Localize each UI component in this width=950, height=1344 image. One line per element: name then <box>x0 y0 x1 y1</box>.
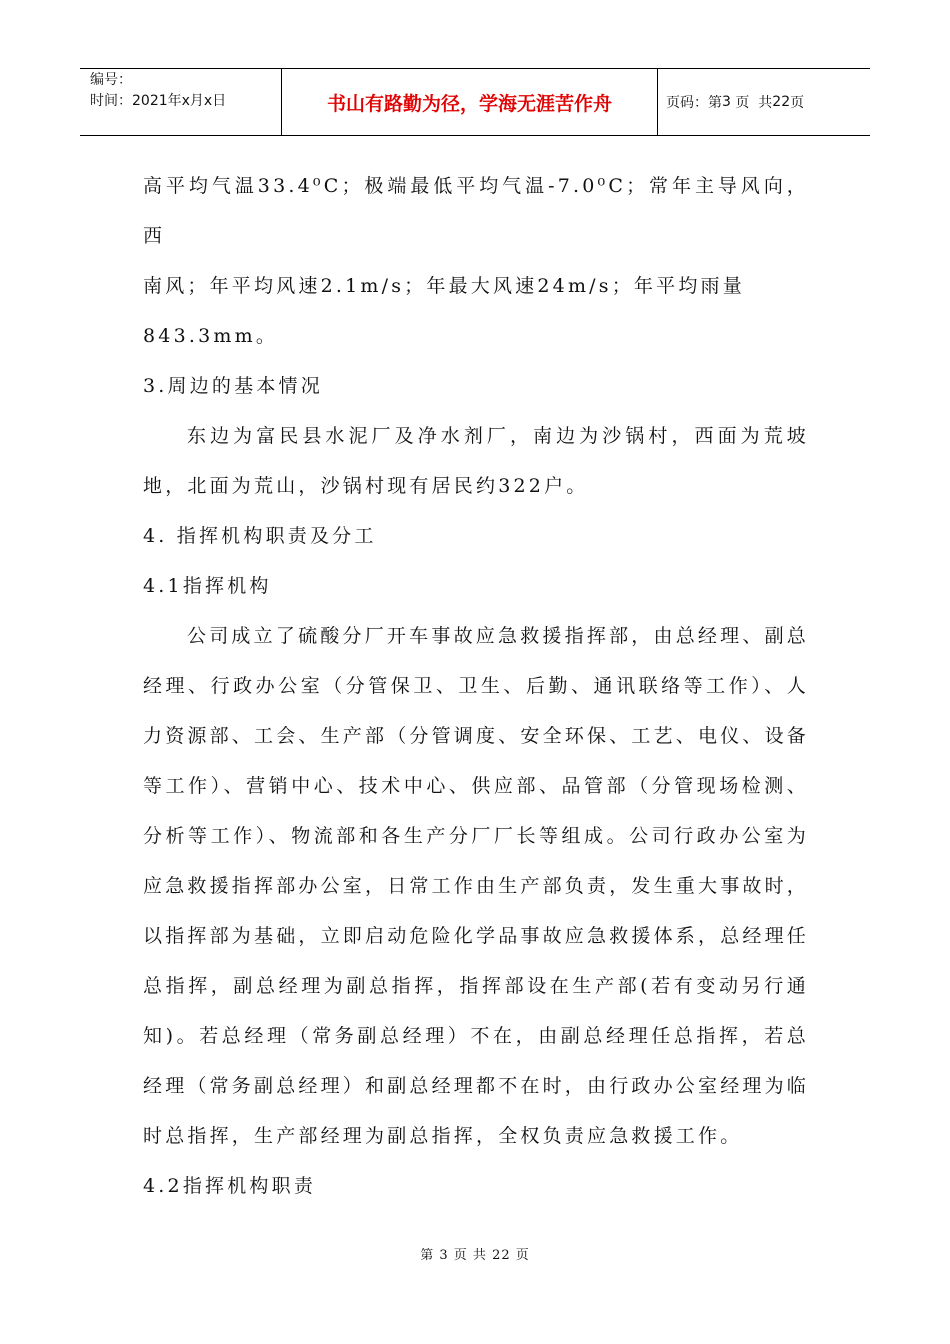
climate-line-3: 843.3mm。 <box>143 325 279 347</box>
section-3-title: 3.周边的基本情况 <box>143 375 323 397</box>
header-page-info <box>658 69 870 135</box>
footer-prefix: 第 <box>420 1248 435 1263</box>
footer-mid: 页 共 <box>453 1248 487 1263</box>
page-label: 页码：第 <box>666 95 722 111</box>
page-mid: 页 共 <box>735 95 773 111</box>
document-body <box>143 161 809 1211</box>
section-4-2-title: 4.2指挥机构职责 <box>143 1175 317 1197</box>
section-3-paragraph: 东边为富民县水泥厂及净水剂厂，南边为沙锅村，西面为荒坡地，北面为荒山，沙锅村现有居民约322户。 <box>143 425 809 497</box>
section-4-title: 4. 指挥机构职责及分工 <box>143 525 377 547</box>
page-total: 22 <box>772 94 791 110</box>
page-footer <box>0 1244 950 1263</box>
climate-line-1: 高平均气温33.4⁰C；极端最低平均气温-7.0⁰C；常年主导风向，西 <box>143 175 809 247</box>
section-4-1-title: 4.1指挥机构 <box>143 575 272 597</box>
page-header <box>80 68 870 136</box>
footer-total: 22 <box>492 1248 511 1263</box>
footer-suffix: 页 <box>515 1248 530 1263</box>
header-motto: 书山有路勤为径，学海无涯苦作舟 <box>282 69 658 135</box>
climate-line-2: 南风；年平均风速2.1m/s；年最大风速24m/s；年平均雨量 <box>143 275 745 297</box>
page-current: 3 <box>722 94 731 110</box>
footer-current: 3 <box>439 1248 449 1263</box>
section-4-1-paragraph: 公司成立了硫酸分厂开车事故应急救援指挥部，由总经理、副总经理、行政办公室（分管保卫、卫生、后勤、通讯联络等工作）、人力资源部、工会、生产部（分管调度、安全环保、工艺、电仪、设备等工作）、营销中心、技术中心、供应部、品管部（分管现场检测、分析等工作）、物流部和各生产分厂厂长等组成。公司行政办公室为应急救援指挥部办公室，日常工作由生产部负责，发生重大事故时，以指挥部为基础，立即启动危险化学品事故应急救援体系，总经理任总指挥，副总经理为副总指挥，指挥部设在生产部(若有变动另行通知)。若总经理（常务副总经理）不在，由副总经理任总指挥，若总经理（常务副总经理）和副总经理都不在时，由行政办公室经理为临时总指挥，生产部经理为副总指挥，全权负责应急救援工作。 <box>143 625 810 1147</box>
page-end: 页 <box>790 95 805 111</box>
document-date: 时间：2021年x月x日 <box>90 93 227 109</box>
header-meta <box>80 69 282 135</box>
document-number-label: 编号： <box>90 72 132 88</box>
